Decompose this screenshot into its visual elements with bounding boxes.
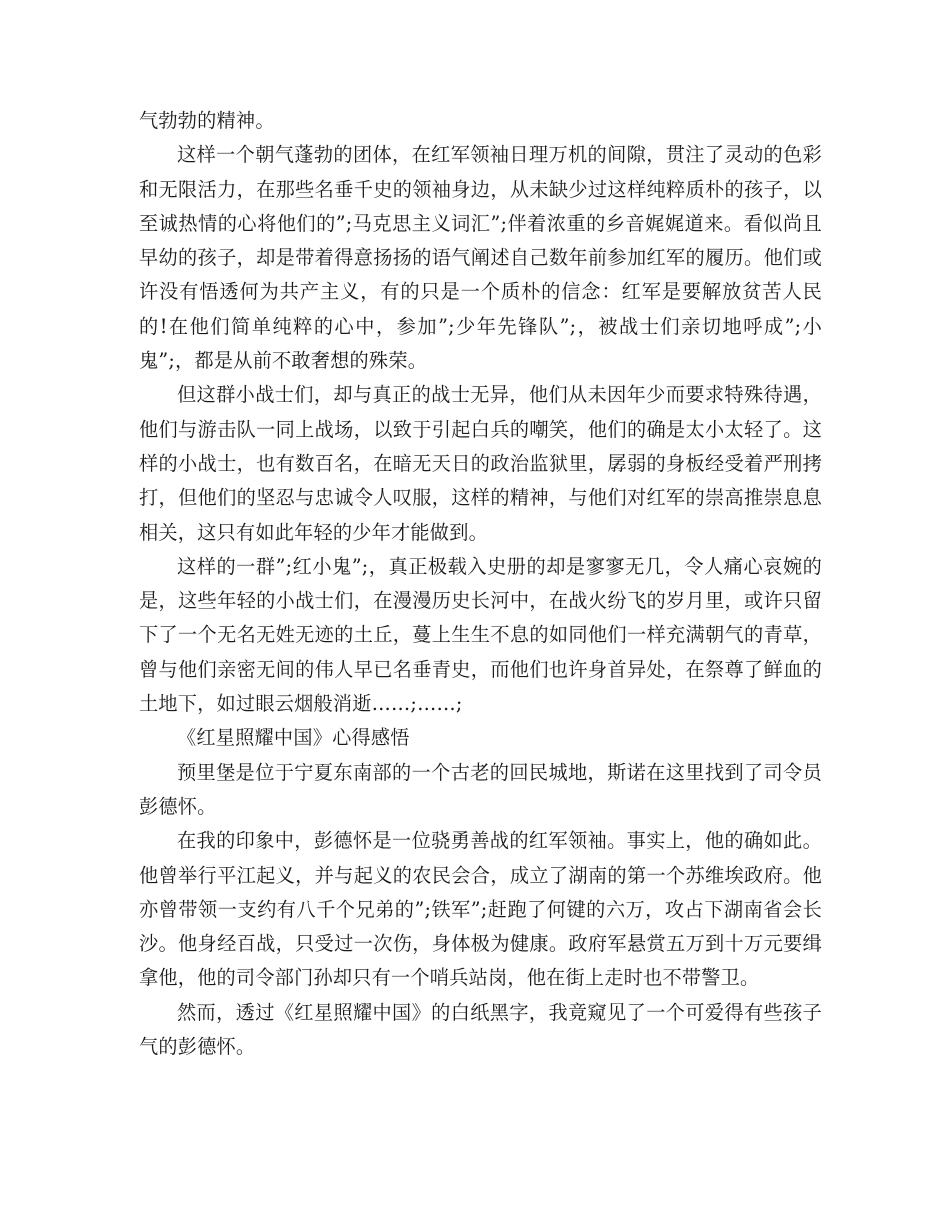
paragraph-red-little-devils: 这样的一群”;红小鬼”;，真正极载入史册的却是寥寥无几，令人痛心哀婉的是，这些年轻的小战士们，在漫漫历史长河中，在战火纷飞的岁月里，或许只留下了一个无名无姓无迹的土丘，蔓上生生不息的如同他们一样充满朝气的青草，曾与他们亲密无间的伟人早已名垂青史，而他们也许身首异处，在祭尊了鲜血的土地下，如过眼云烟般消逝……;……;	[139, 554, 822, 716]
paragraph-yulipu: 预里堡是位于宁夏东南部的一个古老的回民城地，斯诺在这里找到了司令员彭德怀。	[139, 760, 822, 818]
paragraph-peng-dehuai: 在我的印象中，彭德怀是一位骁勇善战的红军领袖。事实上，他的确如此。他曾举行平江起义，并与起义的农民会合，成立了湖南的第一个苏维埃政府。他亦曾带领一支约有八千个兄弟的”;铁军”;赶跑了何键的六万，攻占下湖南省会长沙。他身经百战，只受过一次伤，身体极为健康。政府军悬赏五万到十万元要缉拿他，他的司令部门孙却只有一个哨兵站岗，他在街上走时也不带警卫。	[139, 829, 822, 990]
paragraph-childlike-peng: 然而，透过《红星照耀中国》的白纸黑字，我竟窥见了一个可爱得有些孩子气的彭德怀。	[139, 1000, 822, 1059]
paragraph-brave-soldiers: 但这群小战士们，却与真正的战士无异，他们从未因年少而要求特殊待遇，他们与游击队一同上战场，以致于引起白兵的嘲笑，他们的确是太小太轻了。这样的小战士，也有数百名，在暗无天日的政治监狱里，孱弱的身板经受着严刑拷打，但他们的坚忍与忠诚令人叹服，这样的精神，与他们对红军的崇高推崇息息相关，这只有如此年轻的少年才能做到。	[139, 383, 822, 544]
section-heading: 《红星照耀中国》心得感悟	[177, 726, 410, 750]
paragraph-continuation: 气勃勃的精神。	[139, 109, 275, 132]
paragraph-little-soldiers: 这样一个朝气蓬勃的团体，在红军领袖日理万机的间隙，贯注了灵动的色彩和无限活力，在那些名垂千史的领袖身边，从未缺少过这样纯粹质朴的孩子，以至诚热情的心将他们的”;马克思主义词汇”;伴着浓重的乡音娓娓道来。看似尚且早幼的孩子，却是带着得意扬扬的语气阐述自己数年前参加红军的履历。他们或许没有悟透何为共产主义，有的只是一个质朴的信念：红军是要解放贫苦人民的!在他们简单纯粹的心中，参加”;少年先锋队”;，被战士们亲切地呼成”;小鬼”;，都是从前不敢奢想的殊荣。	[139, 143, 822, 373]
